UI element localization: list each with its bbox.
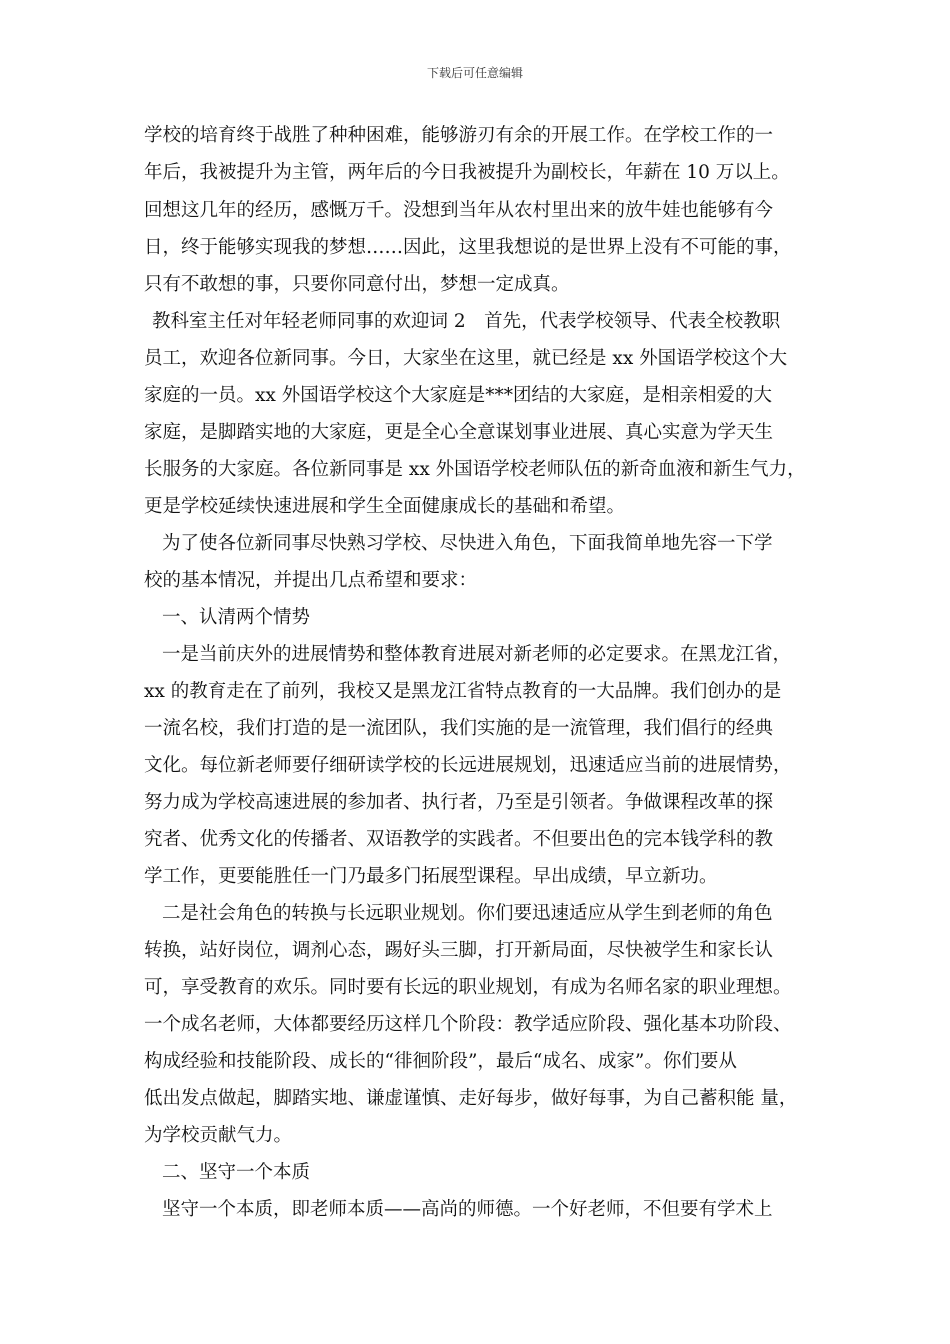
text-line: 一是当前庆外的进展情势和整体教育进展对新老师的必定要求。在黑龙江省，: [162, 644, 792, 665]
text-line: 坚守一个本质，即老师本质——高尚的师德。一个好老师，不但要有学术上: [162, 1199, 773, 1220]
text-line: 构成经验和技能阶段、成长的“徘徊阶段”，最后“成名、成家”。你们要从: [144, 1051, 737, 1072]
text-line: 转换，站好岗位，调剂心态，踢好头三脚，打开新局面，尽快被学生和家长认: [144, 940, 774, 961]
text-line: 只有不敢想的事，只要你同意付出，梦想一定成真。: [144, 274, 570, 295]
text-line: 为学校贡献气力。: [144, 1125, 293, 1146]
section-heading: 一、认清两个情势: [162, 607, 311, 628]
text-line: 文化。每位新老师要仔细研读学校的长远进展规划，迅速适应当前的进展情势，: [144, 755, 792, 776]
text-line: 回想这几年的经历，感慨万千。没想到当年从农村里出来的放牛娃也能够有今: [144, 200, 774, 221]
text-line: 日，终于能够实现我的梦想……因此，这里我想说的是世界上没有不可能的事，: [144, 237, 792, 258]
text-line: 究者、优秀文化的传播者、双语教学的实践者。不但要出色的完本钱学科的教: [144, 829, 774, 850]
text-line: 员工，欢迎各位新同事。今日，大家坐在这里，就已经是 xx 外国语学校这个大: [144, 348, 788, 369]
text-line: 学校的培育终于战胜了种种困难，能够游刃有余的开展工作。在学校工作的一: [144, 125, 774, 146]
text-line: 二是社会角色的转换与长远职业规划。你们要迅速适应从学生到老师的角色: [162, 903, 773, 924]
text-line: 校的基本情况，并提出几点希望和要求：: [144, 570, 478, 591]
text-line: 低出发点做起，脚踏实地、谦虚谨慎、走好每步，做好每事，为自己蓄积能 量，: [144, 1088, 798, 1109]
text-line: xx 的教育走在了前列，我校又是黑龙江省特点教育的一大品牌。我们创办的是: [144, 681, 782, 702]
text-line: 学工作，更要能胜任一门乃最多门拓展型课程。早出成绩，早立新功。: [144, 866, 718, 887]
text-line: 为了使各位新同事尽快熟习学校、尽快进入角色，下面我简单地先容一下学: [162, 533, 773, 554]
text-line: 家庭的一员。xx 外国语学校这个大家庭是***团结的大家庭，是相亲相爱的大: [144, 385, 773, 406]
page-header: 下载后可任意编辑: [426, 66, 523, 80]
text-line: 家庭，是脚踏实地的大家庭，更是全心全意谋划事业进展、真心实意为学天生: [144, 422, 774, 443]
text-line: 一个成名老师，大体都要经历这样几个阶段：教学适应阶段、强化基本功阶段、: [144, 1014, 792, 1035]
text-line: 可，享受教育的欢乐。同时要有长远的职业规划，有成为名师名家的职业理想。: [144, 977, 792, 998]
text-line: 更是学校延续快速进展和学生全面健康成长的基础和希望。: [144, 496, 626, 517]
section-heading: 二、坚守一个本质: [162, 1162, 311, 1183]
text-line: 努力成为学校高速进展的参加者、执行者，乃至是引领者。争做课程改革的探: [144, 792, 774, 813]
text-line: 长服务的大家庭。各位新同事是 xx 外国语学校老师队伍的新奇血液和新生气力，: [144, 459, 806, 480]
text-line: 一流名校，我们打造的是一流团队，我们实施的是一流管理，我们倡行的经典: [144, 718, 774, 739]
text-line: 年后，我被提升为主管，两年后的今日我被提升为副校长，年薪在 10 万以上。: [144, 162, 790, 183]
text-line: 教科室主任对年轻老师同事的欢迎词 2 首先，代表学校领导、代表全校教职: [152, 311, 781, 332]
